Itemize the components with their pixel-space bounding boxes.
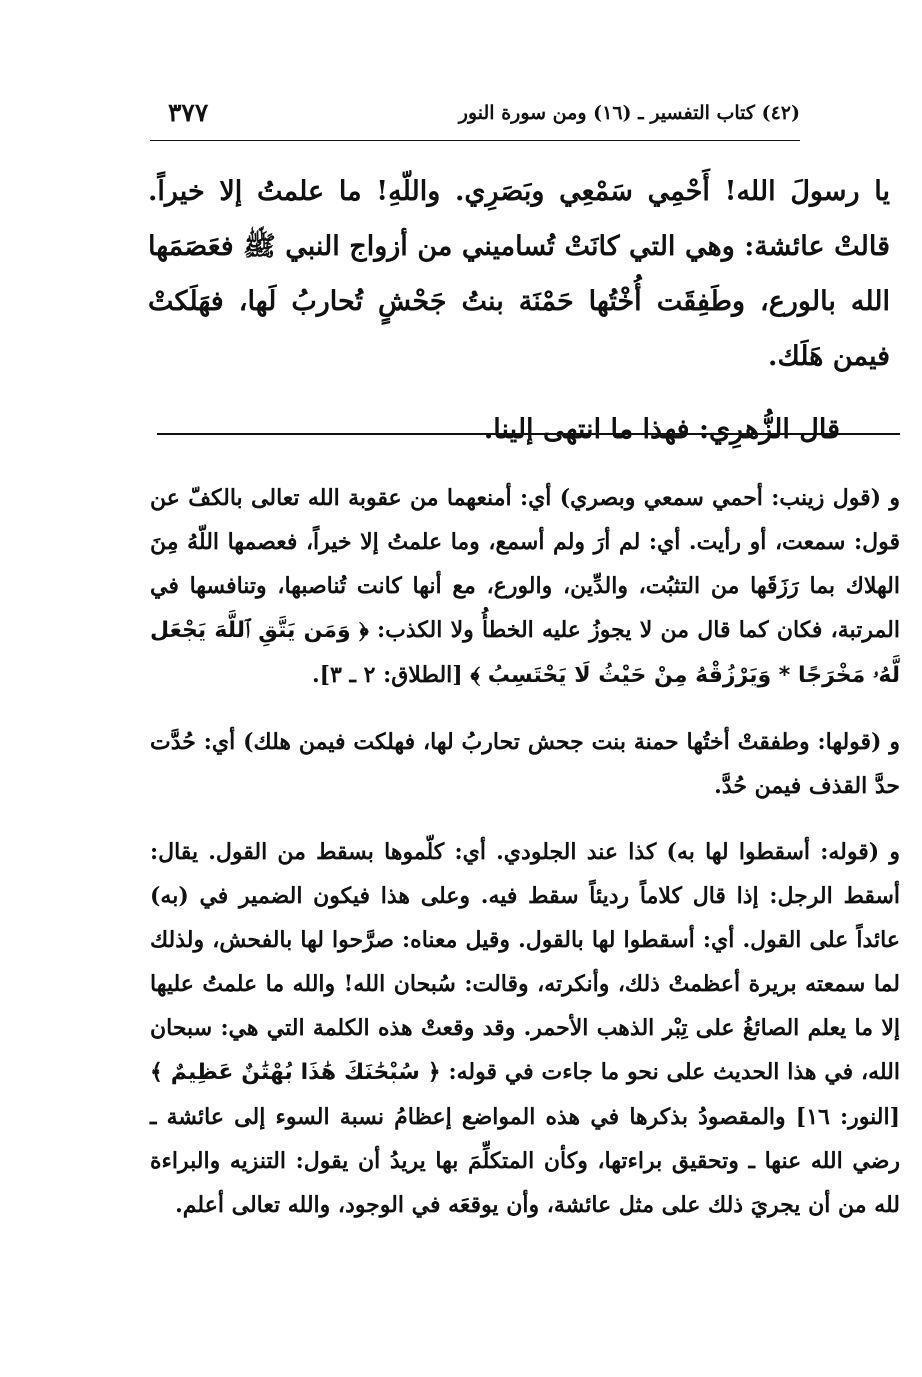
- hadith-paragraph: يا رسولَ الله! أَحْمِي سَمْعِي وبَصَرِي. واللّهِ! ما علمتُ إلا خيراً. قالتْ عائشة: وهي التي كانَتْ تُساميني من أزواج النبي ﷺ فعَصَمَها الله بالورع، وطَفِقَت أُخْتُها حَمْنَة بنتُ جَحْشٍ تُحاربُ لَها، فهَلَكتْ فيمن هَلَك.: [148, 176, 890, 372]
- commentary-text: [150, 476, 900, 1227]
- commentary-paragraph: [150, 830, 900, 1227]
- hadith-paragraph: قال الزُّهرِي: فهذا ما انتهى إلينا.: [483, 414, 840, 445]
- commentary-text-after: [الطلاق: ٢ ـ ٣].: [311, 662, 463, 688]
- page-header: [150, 96, 800, 138]
- header-rule: [150, 140, 800, 141]
- quran-verse: ﴿ سُبْحَٰنَكَ هَٰذَا بُهْتَٰنٌ عَظِيمٌ ﴾: [150, 1060, 441, 1085]
- commentary-paragraph: [150, 720, 900, 808]
- commentary-paragraph: [150, 476, 900, 698]
- commentary-text-after: [النور: ١٦] والمقصودُ بذكرها في هذه المواضع إعظامُ نسبة السوء إلى عائشة ـ رضي الله عنها ـ وتحقيق براءتها، وكأن المتكلِّمَ بها يريدُ أن يقول: التنزيه والبراءة لله من أن يجريَ ذلك على مثل عائشة، وأن يوقعَه في الوجود، والله تعالى أعلم.: [150, 1104, 901, 1218]
- commentary-text-before: و (قول زينب: أحمي سمعي وبصري) أي: أمنعهما من عقوبة الله تعالى بالكفّ عن قول: سمعت، أو رأيت. أي: لم أرَ ولم أسمع، وما علمتُ إلا خيراً، فعصمها اللّهُ مِنَ الهلاك بما رَزَقَها من التثبُت، والدِّين، والورع، مع أنها كانت تُناصبها، وتنافسها في المرتبة، فكان كما قال من لا يجوزُ عليه الخطأُ ولا الكذب:: [150, 485, 900, 643]
- hadith-text: [148, 164, 890, 457]
- running-title: (٤٢) كتاب التفسير ـ (١٦) ومن سورة النور: [458, 102, 800, 124]
- commentary-text: و (قولها: وطفقتْ أختُها حمنة بنت جحش تحاربُ لها، فهلكت فيمن هلك) أي: حُدَّت حدَّ القذف فيمن حُدَّ.: [150, 729, 900, 799]
- quran-verse: ﴿ وَمَن يَتَّقِ ٱللَّهَ يَجْعَل لَّهُۥ مَخْرَجًا * وَيَرْزُقْهُ مِنْ حَيْثُ لَا يَحْتَسِبُ ﴾: [150, 618, 900, 688]
- commentary-text-before: و (قوله: أسقطوا لها به) كذا عند الجلودي. أي: كلّموها بسقط من القول. يقال: أسقط الرجل: إذا قال كلاماً رديئاً سقط فيه. وعلى هذا فيكون الضمير في (به) عائداً على القول. أي: أسقطوا لها بالقول. وقيل معناه: صرَّحوا لها بالفحش، ولذلك لما سمعته بريرة أعظمتْ ذلك، وأنكرته، وقالت: سُبحان الله! والله ما علمتُ عليها إلا ما يعلم الصائغُ على تِبْر الذهب الأحمر. وقد وقعتْ هذه الكلمة التي هي: سبحان الله، في هذا الحديث على نحو ما جاءت في قوله:: [150, 839, 900, 1085]
- page-number: ٣٧٧: [168, 98, 209, 127]
- footnote-separator: [157, 433, 900, 435]
